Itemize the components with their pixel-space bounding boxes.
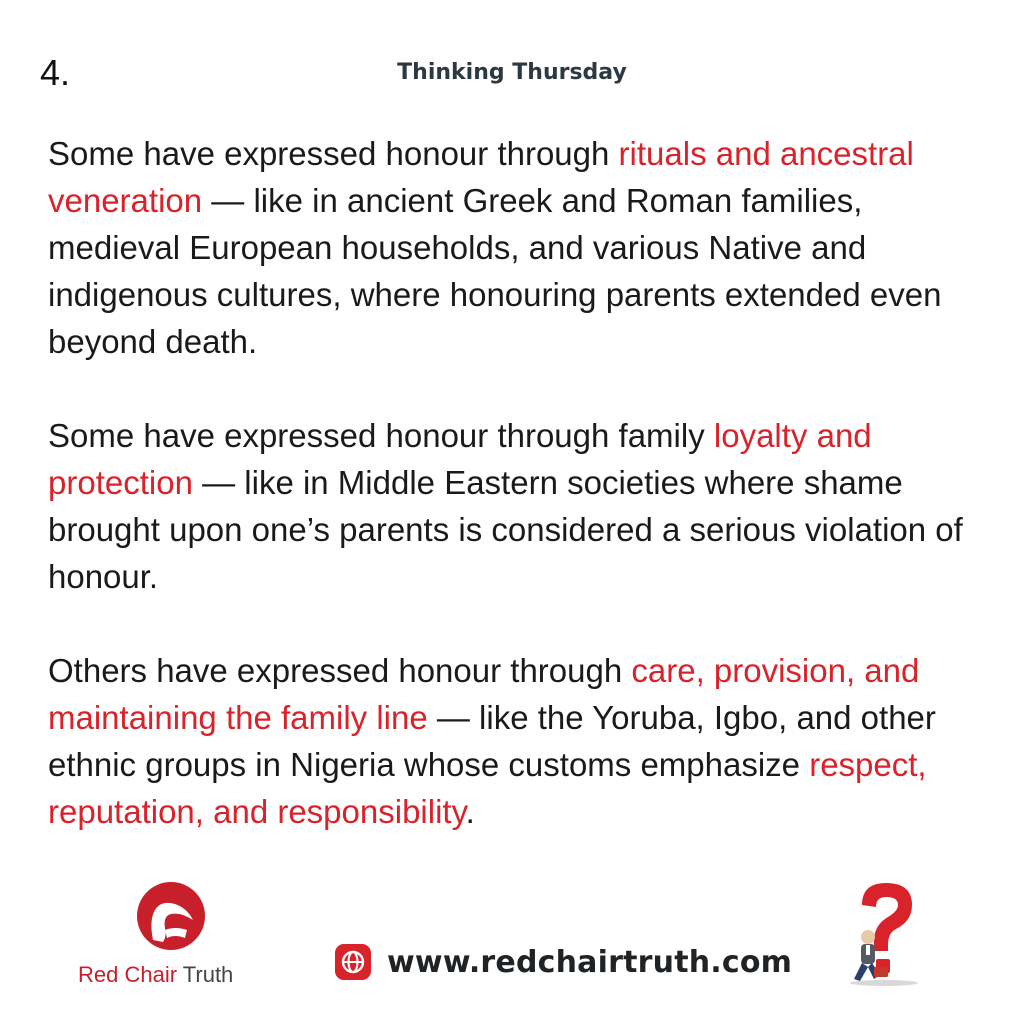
website-link[interactable] <box>335 942 792 982</box>
brand-logo <box>70 880 270 1000</box>
header-title: Thinking Thursday <box>397 60 627 85</box>
main-content <box>48 130 988 882</box>
logo-text-red-chair: Red Chair <box>78 962 178 987</box>
paragraph-loyalty <box>48 412 988 600</box>
text-segment: Some have expressed honour through <box>48 135 619 172</box>
paragraph-rituals <box>48 130 988 365</box>
text-segment: — like the Yoruba, Igbo, and other ethnic groups in Nigeria whose customs emphasize <box>48 699 936 783</box>
footer <box>0 870 1024 1010</box>
question-mark-thinker-icon <box>840 875 930 990</box>
text-segment: Others have expressed honour through <box>48 652 632 689</box>
text-segment: — like in ancient Greek and Roman families, medieval European households, and various Native and indigenous cultures, where honouring parents extended even beyond death. <box>48 182 942 360</box>
text-segment: . <box>465 793 475 830</box>
logo-text-truth: Truth <box>177 962 234 987</box>
text-segment: — like in Middle Eastern societies where shame brought upon one’s parents is considered a serious violation of honour. <box>48 464 963 595</box>
highlight-loyalty: loyalty and protection <box>48 417 872 501</box>
logo-text <box>78 962 233 988</box>
highlight-respect: respect, reputation, and responsibility <box>48 746 927 830</box>
highlight-care: care, provision, and maintaining the family line <box>48 652 920 736</box>
highlight-rituals: rituals and ancestral veneration <box>48 135 914 219</box>
paragraph-care <box>48 647 988 835</box>
red-chair-logo-icon <box>135 880 207 952</box>
page-number: 4. <box>40 52 71 93</box>
globe-icon <box>335 944 371 980</box>
text-segment: Some have expressed honour through family <box>48 417 714 454</box>
website-url[interactable]: www.redchairtruth.com <box>387 944 793 980</box>
